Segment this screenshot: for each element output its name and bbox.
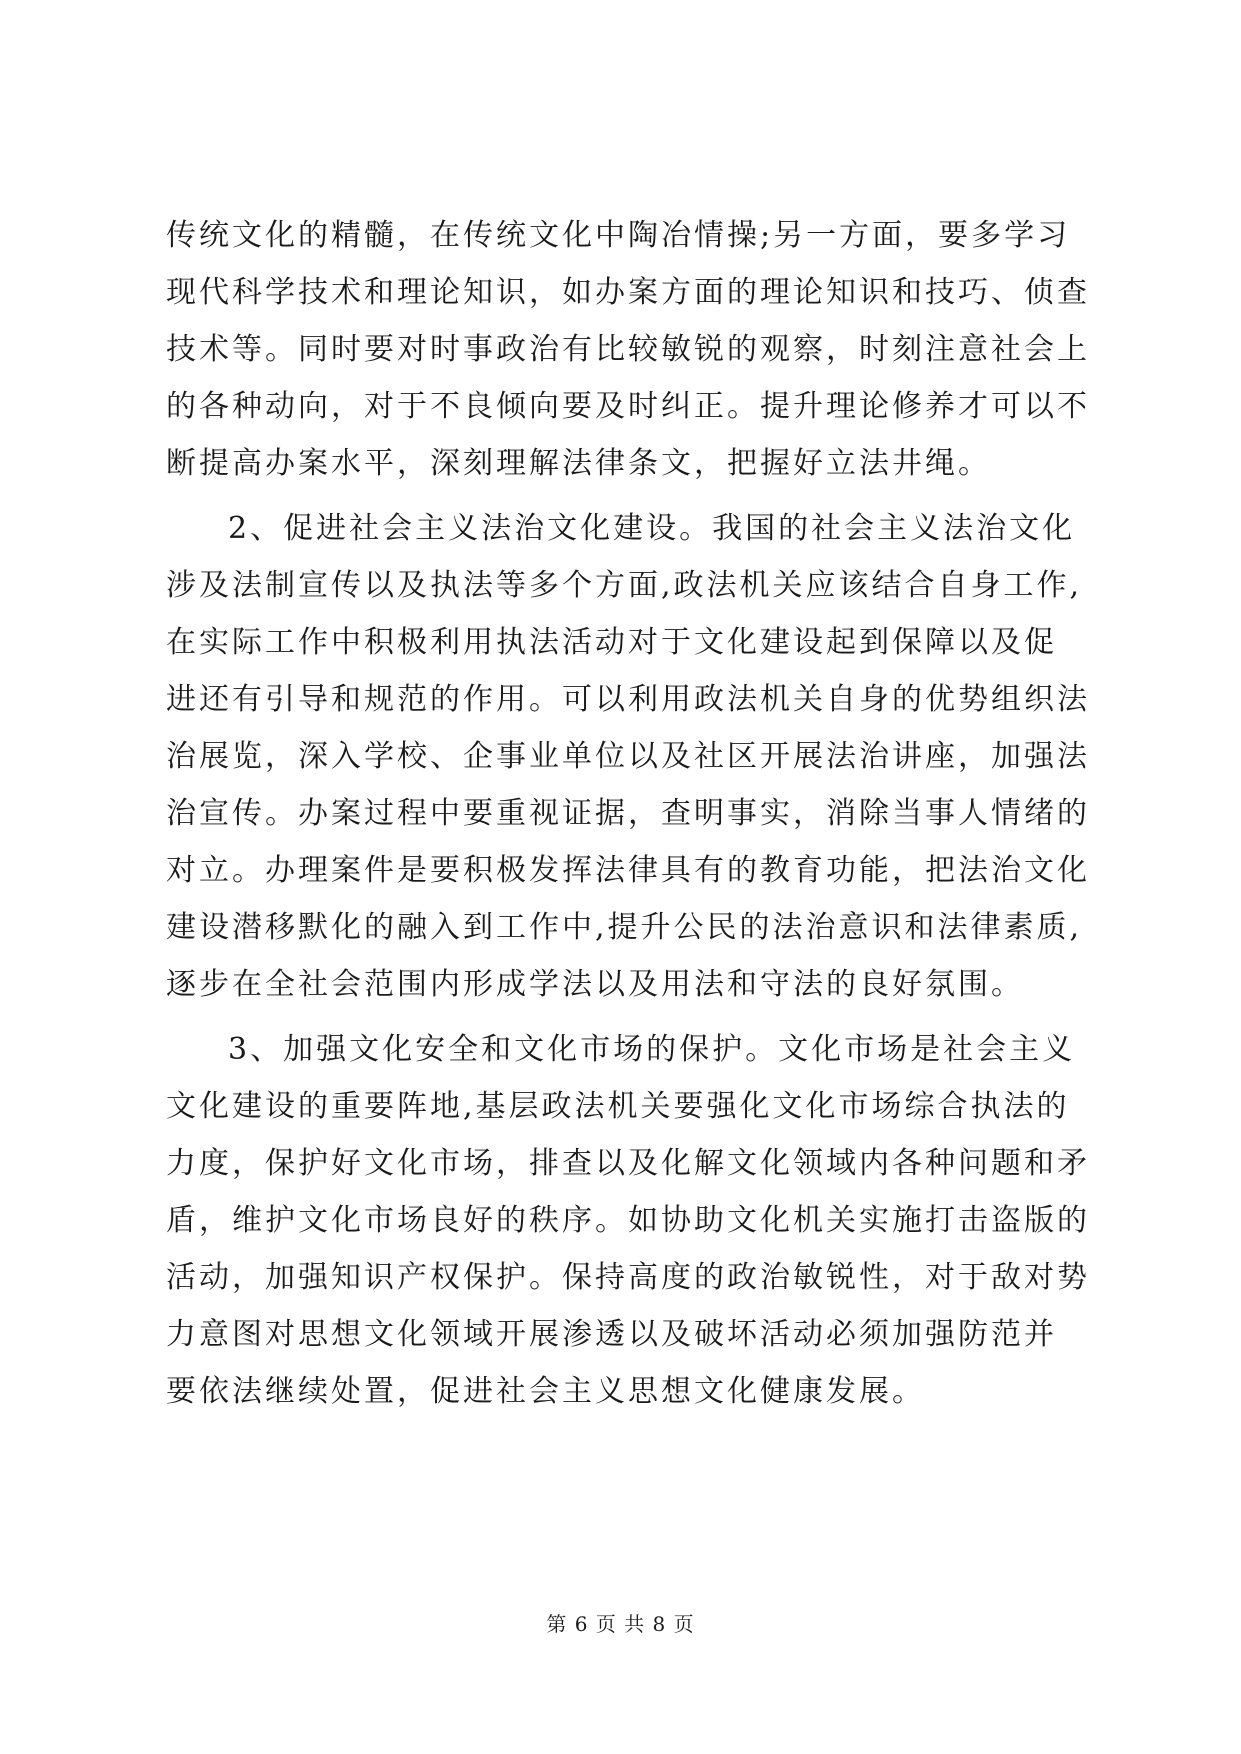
text-line: 2、促进社会主义法治文化建设。我国的社会主义法治文化 xyxy=(228,511,1076,546)
text-line: 盾，维护文化市场良好的秩序。如协助文化机关实施打击盗版的 xyxy=(166,1203,1090,1238)
text-line: 涉及法制宣传以及执法等多个方面,政法机关应该结合自身工作, xyxy=(166,568,1083,603)
text-line: 在实际工作中积极利用执法活动对于文化建设起到保障以及促 xyxy=(166,625,1057,660)
text-line: 逐步在全社会范围内形成学法以及用法和守法的良好氛围。 xyxy=(166,967,1024,1002)
text-line: 治宣传。办案过程中要重视证据，查明事实，消除当事人情绪的 xyxy=(166,796,1090,831)
text-line: 现代科学技术和理论知识，如办案方面的理论知识和技巧、侦查 xyxy=(166,275,1090,310)
text-line: 的各种动向，对于不良倾向要及时纠正。提升理论修养才可以不 xyxy=(166,389,1090,424)
text-line: 3、加强文化安全和文化市场的保护。文化市场是社会主义 xyxy=(228,1032,1076,1067)
page-number-footer: 第 6 页 共 8 页 xyxy=(546,1612,695,1636)
text-line: 要依法继续处置，促进社会主义思想文化健康发展。 xyxy=(166,1374,925,1409)
paragraph-2 xyxy=(166,500,1090,1013)
text-line: 力意图对思想文化领域开展渗透以及破坏活动必须加强防范并 xyxy=(166,1317,1057,1352)
paragraph-3 xyxy=(166,1021,1090,1420)
text-line: 断提高办案水平，深刻理解法律条文，把握好立法井绳。 xyxy=(166,446,991,481)
text-line: 进还有引导和规范的作用。可以利用政法机关自身的优势组织法 xyxy=(166,682,1090,717)
text-line: 技术等。同时要对时事政治有比较敏锐的观察，时刻注意社会上 xyxy=(166,332,1090,367)
text-line: 传统文化的精髓，在传统文化中陶冶情操;另一方面，要多学习 xyxy=(166,218,1071,253)
paragraph-1 xyxy=(166,207,1090,492)
text-line: 对立。办理案件是要积极发挥法律具有的教育功能，把法治文化 xyxy=(166,853,1090,888)
text-line: 活动，加强知识产权保护。保持高度的政治敏锐性，对于敌对势 xyxy=(166,1260,1090,1295)
text-line: 力度，保护好文化市场，排查以及化解文化领域内各种问题和矛 xyxy=(166,1146,1090,1181)
text-line: 建设潜移默化的融入到工作中,提升公民的法治意识和法律素质, xyxy=(166,910,1083,945)
body-text xyxy=(166,207,1090,1420)
text-line: 文化建设的重要阵地,基层政法机关要强化文化市场综合执法的 xyxy=(166,1089,1070,1124)
text-line: 治展览，深入学校、企事业单位以及社区开展法治讲座，加强法 xyxy=(166,739,1090,774)
